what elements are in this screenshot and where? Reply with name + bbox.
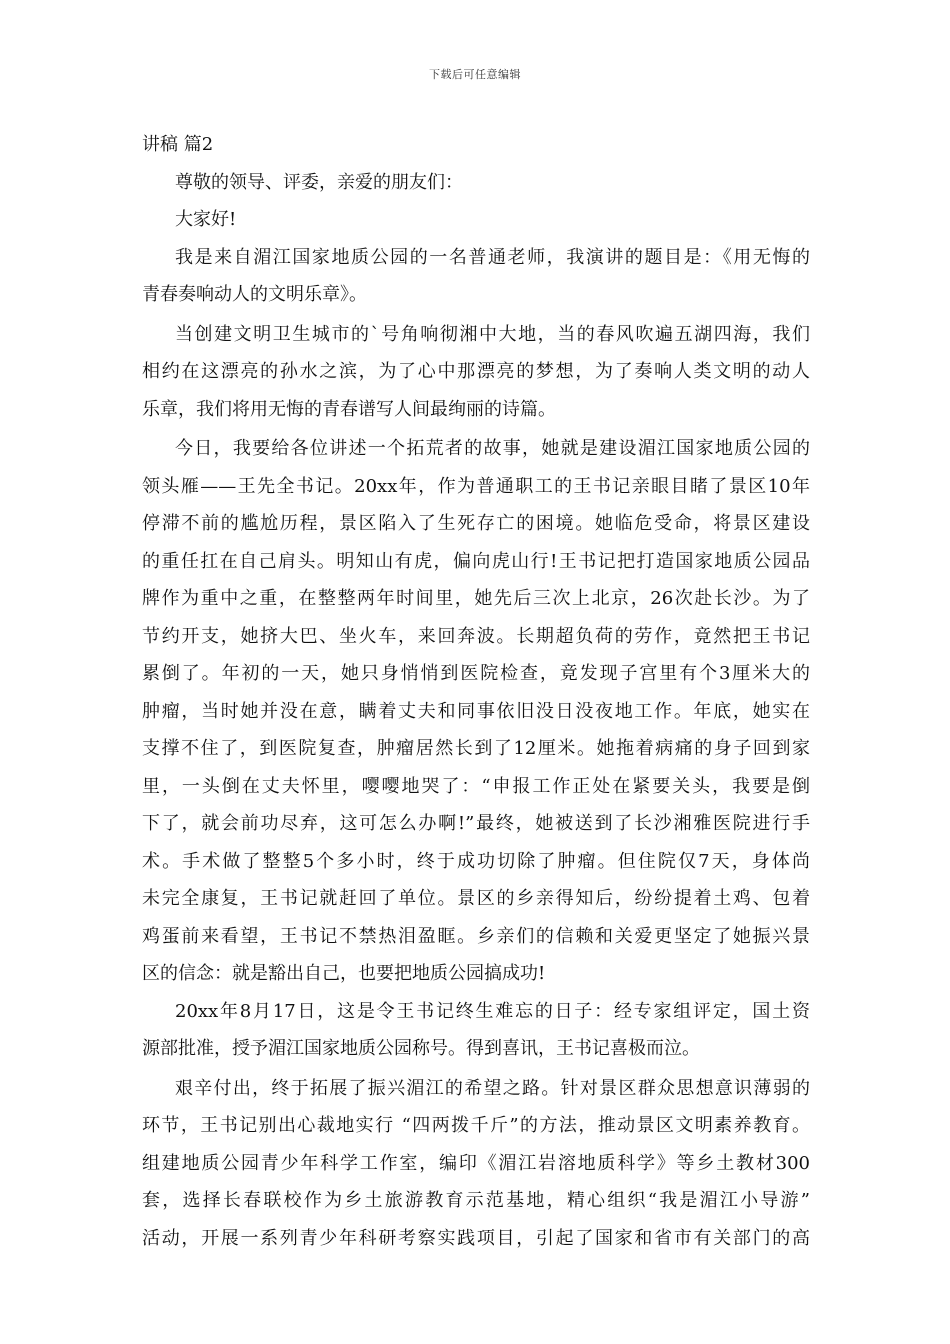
paragraph-line: 里，一头倒在丈夫怀里，嘤嘤地哭了：“申报工作正处在紧要关头，我要是倒	[142, 775, 810, 797]
paragraph-1	[142, 239, 810, 314]
paragraph-line: 支撑不住了，到医院复查，肿瘤居然长到了12厘米。她拖着病痛的身子回到家	[142, 738, 810, 759]
paragraph-line: 今日，我要给各位讲述一个拓荒者的故事，她就是建设湄江国家地质公园的	[175, 438, 810, 459]
paragraph-3	[142, 430, 810, 993]
paragraph-line: 的重任扛在自己肩头。明知山有虎，偏向虎山行!王书记把打造国家地质公园品	[142, 550, 810, 572]
document-title: 讲稿 篇2	[142, 134, 214, 155]
paragraph-line: 鸡蛋前来看望，王书记不禁热泪盈眶。乡亲们的信赖和关爱更坚定了她振兴景	[142, 925, 810, 947]
paragraph-line: 乐章，我们将用无悔的青春谱写人间最绚丽的诗篇。	[142, 398, 556, 420]
paragraph-line: 节约开支，她挤大巴、坐火车，来回奔波。长期超负荷的劳作，竟然把王书记	[142, 625, 810, 647]
paragraph-line: 活动，开展一系列青少年科研考察实践项目，引起了国家和省市有关部门的高	[142, 1227, 810, 1249]
paragraph-line: 组建地质公园青少年科学工作室，编印《湄江岩溶地质科学》等乡土教材300	[142, 1152, 810, 1174]
salutation: 尊敬的领导、评委，亲爱的朋友们：	[175, 171, 463, 193]
paragraph-line: 20xx年8月17日，这是令王书记终生难忘的日子：经专家组评定，国土资	[175, 1000, 810, 1022]
paragraph-4	[142, 993, 810, 1068]
paragraph-line: 青春奏响动人的文明乐章》。	[142, 284, 367, 305]
paragraph-line: 术。手术做了整整5个多小时，终于成功切除了肿瘤。但住院仅7天，身体尚	[142, 850, 810, 872]
paragraph-line: 套，选择长春联校作为乡土旅游教育示范基地，精心组织“我是湄江小导游”	[142, 1190, 810, 1211]
paragraph-2	[142, 316, 810, 429]
page-header-note: 下载后可任意编辑	[429, 68, 521, 81]
paragraph-line: 区的信念：就是豁出自己，也要把地质公园搞成功!	[142, 963, 546, 984]
paragraph-line: 源部批准，授予湄江国家地质公园称号。得到喜讯，王书记喜极而泣。	[142, 1038, 700, 1059]
paragraph-line: 停滞不前的尴尬历程，景区陷入了生死存亡的困境。她临危受命，将景区建设	[142, 513, 810, 534]
paragraph-line: 未完全康复，王书记就赶回了单位。景区的乡亲得知后，纷纷提着土鸡、包着	[142, 888, 810, 909]
paragraph-line: 领头雁——王先全书记。20xx年，作为普通职工的王书记亲眼目睹了景区10年	[142, 475, 810, 497]
paragraph-line: 下了，就会前功尽弃，这可怎么办啊!”最终，她被送到了长沙湘雅医院进行手	[142, 813, 810, 834]
paragraph-5	[142, 1070, 810, 1258]
paragraph-line: 当创建文明卫生城市的`号角响彻湘中大地，当的春风吹遍五湖四海，我们	[175, 323, 810, 345]
paragraph-line: 相约在这漂亮的孙水之滨，为了心中那漂亮的梦想，为了奏响人类文明的动人	[142, 361, 810, 382]
greeting: 大家好!	[175, 209, 237, 230]
paragraph-line: 环节，王书记别出心裁地实行 “四两拨千斤”的方法，推动景区文明素养教育。	[142, 1115, 810, 1136]
paragraph-line: 艰辛付出，终于拓展了振兴湄江的希望之路。针对景区群众思想意识薄弱的	[175, 1077, 810, 1099]
document-body	[142, 126, 810, 1257]
paragraph-line: 牌作为重中之重，在整整两年时间里，她先后三次上北京，26次赴长沙。为了	[142, 588, 810, 609]
paragraph-line: 累倒了。年初的一天，她只身悄悄到医院检查，竟发现子宫里有个3厘米大的	[142, 663, 810, 684]
paragraph-line: 肿瘤，当时她并没在意，瞒着丈夫和同事依旧没日没夜地工作。年底，她实在	[142, 700, 810, 722]
paragraph-line: 我是来自湄江国家地质公园的一名普通老师，我演讲的题目是：《用无悔的	[175, 246, 810, 268]
